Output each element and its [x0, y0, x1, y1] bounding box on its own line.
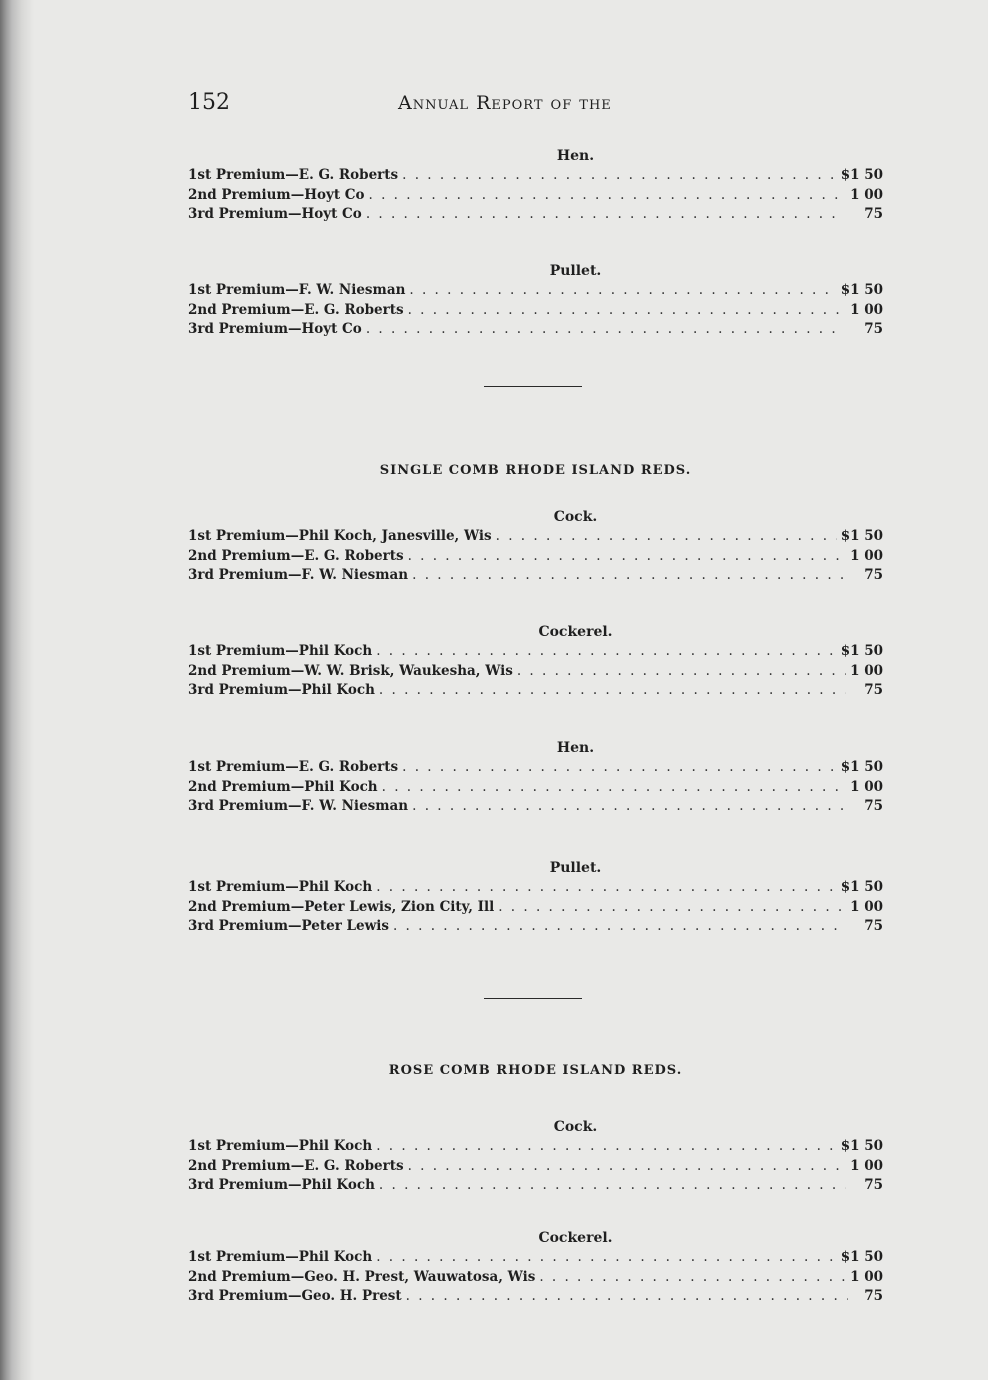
- rose-comb-cockerel-group: [188, 1228, 883, 1307]
- premium-entry: [188, 878, 883, 898]
- entry-amount: 1 00: [850, 898, 883, 915]
- subgroup-title: Hen.: [556, 740, 595, 756]
- dot-leader: [379, 681, 846, 701]
- single-comb-cock-group: [188, 507, 883, 586]
- section-title: ROSE COMB RHODE ISLAND REDS.: [388, 1063, 683, 1078]
- dot-leader: [408, 1157, 847, 1177]
- entry-amount: 1 00: [850, 778, 883, 795]
- premium-entry: [188, 566, 883, 586]
- entry-amount: 75: [864, 206, 883, 222]
- dot-leader: [376, 1137, 837, 1157]
- dot-leader: [409, 281, 836, 301]
- premium-entry: [188, 1248, 883, 1268]
- premium-entry: [188, 642, 883, 662]
- entry-text: 2nd Premium—E. G. Roberts: [188, 301, 404, 318]
- entry-amount: $1 50: [840, 1249, 883, 1265]
- dot-leader: [376, 878, 837, 898]
- entry-text: 3rd Premium—Hoyt Co: [188, 206, 362, 222]
- entry-amount: 1 00: [850, 1157, 883, 1174]
- entry-text: 1st Premium—F. W. Niesman: [188, 282, 406, 298]
- entry-amount: 75: [864, 567, 883, 583]
- subgroup-title: Hen.: [556, 148, 595, 164]
- entry-text: 1st Premium—Phil Koch, Janesville, Wis: [188, 528, 492, 544]
- premium-entry: [188, 1137, 883, 1157]
- subgroup-title: Pullet.: [549, 263, 602, 279]
- entry-text: 1st Premium—Phil Koch: [188, 1249, 373, 1265]
- entry-text: 1st Premium—Phil Koch: [188, 643, 373, 659]
- entry-amount: $1 50: [840, 879, 883, 895]
- subgroup-title: Cock.: [553, 1119, 598, 1135]
- dot-leader: [366, 205, 845, 225]
- entry-amount: 1 00: [850, 547, 883, 564]
- premium-entry: [188, 662, 883, 682]
- entry-text: 2nd Premium—E. G. Roberts: [188, 547, 404, 564]
- dot-leader: [408, 301, 847, 321]
- entry-text: 3rd Premium—Peter Lewis: [188, 918, 389, 934]
- entry-text: 3rd Premium—Geo. H. Prest: [188, 1288, 402, 1304]
- entry-text: 2nd Premium—Hoyt Co: [188, 186, 365, 203]
- premium-entry: [188, 205, 883, 225]
- entry-text: 3rd Premium—Phil Koch: [188, 1177, 375, 1193]
- entry-amount: $1 50: [840, 167, 883, 183]
- dot-leader: [366, 320, 845, 340]
- entry-amount: $1 50: [840, 643, 883, 659]
- entry-amount: 1 00: [850, 186, 883, 203]
- dot-leader: [382, 778, 846, 798]
- entry-text: 2nd Premium—Geo. H. Prest, Wauwatosa, Wis: [188, 1268, 536, 1285]
- entry-text: 1st Premium—Phil Koch: [188, 879, 373, 895]
- entry-text: 3rd Premium—F. W. Niesman: [188, 567, 409, 583]
- dot-leader: [379, 1176, 846, 1196]
- pullet-block: [188, 261, 883, 340]
- dot-leader: [412, 566, 848, 586]
- single-comb-cockerel-group: [188, 622, 883, 701]
- premium-entry: [188, 758, 883, 778]
- premium-entry: [188, 527, 883, 547]
- subgroup-title: Pullet.: [549, 860, 602, 876]
- dot-leader: [412, 797, 848, 817]
- dot-leader: [402, 758, 837, 778]
- entry-amount: $1 50: [840, 282, 883, 298]
- premium-entry: [188, 1176, 883, 1196]
- entry-amount: 75: [864, 798, 883, 814]
- rose-comb-cock-group: [188, 1117, 883, 1196]
- premium-entry: [188, 681, 883, 701]
- page-number: 152: [188, 90, 230, 115]
- premium-entry: [188, 778, 883, 798]
- entry-text: 2nd Premium—W. W. Brisk, Waukesha, Wis: [188, 662, 513, 679]
- premium-entry: [188, 166, 883, 186]
- entry-text: 1st Premium—Phil Koch: [188, 1138, 373, 1154]
- section-title: SINGLE COMB RHODE ISLAND REDS.: [379, 463, 692, 478]
- dot-leader: [496, 527, 837, 547]
- entry-amount: 75: [864, 918, 883, 934]
- entry-text: 2nd Premium—E. G. Roberts: [188, 1157, 404, 1174]
- subgroup-title: Cock.: [553, 509, 598, 525]
- dot-leader: [517, 662, 846, 682]
- premium-entry: [188, 186, 883, 206]
- hen-block: [188, 146, 883, 225]
- entry-text: 2nd Premium—Phil Koch: [188, 778, 378, 795]
- entry-text: 3rd Premium—F. W. Niesman: [188, 798, 409, 814]
- running-head: [188, 90, 888, 120]
- dot-leader: [369, 186, 846, 206]
- single-comb-hen-group: [188, 738, 883, 817]
- entry-text: 2nd Premium—Peter Lewis, Zion City, Ill: [188, 898, 495, 915]
- entry-amount: 75: [864, 682, 883, 698]
- entry-text: 1st Premium—E. G. Roberts: [188, 759, 399, 775]
- entry-amount: 1 00: [850, 301, 883, 318]
- page-binding-edge: [0, 0, 34, 1380]
- entry-text: 3rd Premium—Phil Koch: [188, 682, 375, 698]
- premium-entry: [188, 1157, 883, 1177]
- premium-entry: [188, 917, 883, 937]
- premium-entry: [188, 320, 883, 340]
- premium-entry: [188, 797, 883, 817]
- entry-amount: 75: [864, 321, 883, 337]
- premium-entry: [188, 898, 883, 918]
- entry-amount: 75: [864, 1177, 883, 1193]
- dot-leader: [539, 1268, 846, 1288]
- single-comb-pullet-group: [188, 858, 883, 937]
- premium-entry: [188, 281, 883, 301]
- entry-amount: $1 50: [840, 759, 883, 775]
- dot-leader: [393, 917, 847, 937]
- subgroup-title: Cockerel.: [538, 624, 613, 640]
- section-divider: [484, 998, 582, 999]
- dot-leader: [408, 547, 847, 567]
- entry-amount: 75: [864, 1288, 883, 1304]
- entry-amount: $1 50: [840, 1138, 883, 1154]
- section-divider: [484, 386, 582, 387]
- premium-entry: [188, 301, 883, 321]
- running-title: Annual Report of the: [398, 92, 612, 114]
- dot-leader: [376, 1248, 837, 1268]
- dot-leader: [402, 166, 837, 186]
- premium-entry: [188, 547, 883, 567]
- entry-amount: 1 00: [850, 1268, 883, 1285]
- entry-text: 3rd Premium—Hoyt Co: [188, 321, 362, 337]
- dot-leader: [498, 898, 846, 918]
- dot-leader: [406, 1287, 848, 1307]
- entry-amount: 1 00: [850, 662, 883, 679]
- dot-leader: [376, 642, 837, 662]
- premium-entry: [188, 1268, 883, 1288]
- subgroup-title: Cockerel.: [538, 1230, 613, 1246]
- premium-entry: [188, 1287, 883, 1307]
- entry-text: 1st Premium—E. G. Roberts: [188, 167, 399, 183]
- entry-amount: $1 50: [840, 528, 883, 544]
